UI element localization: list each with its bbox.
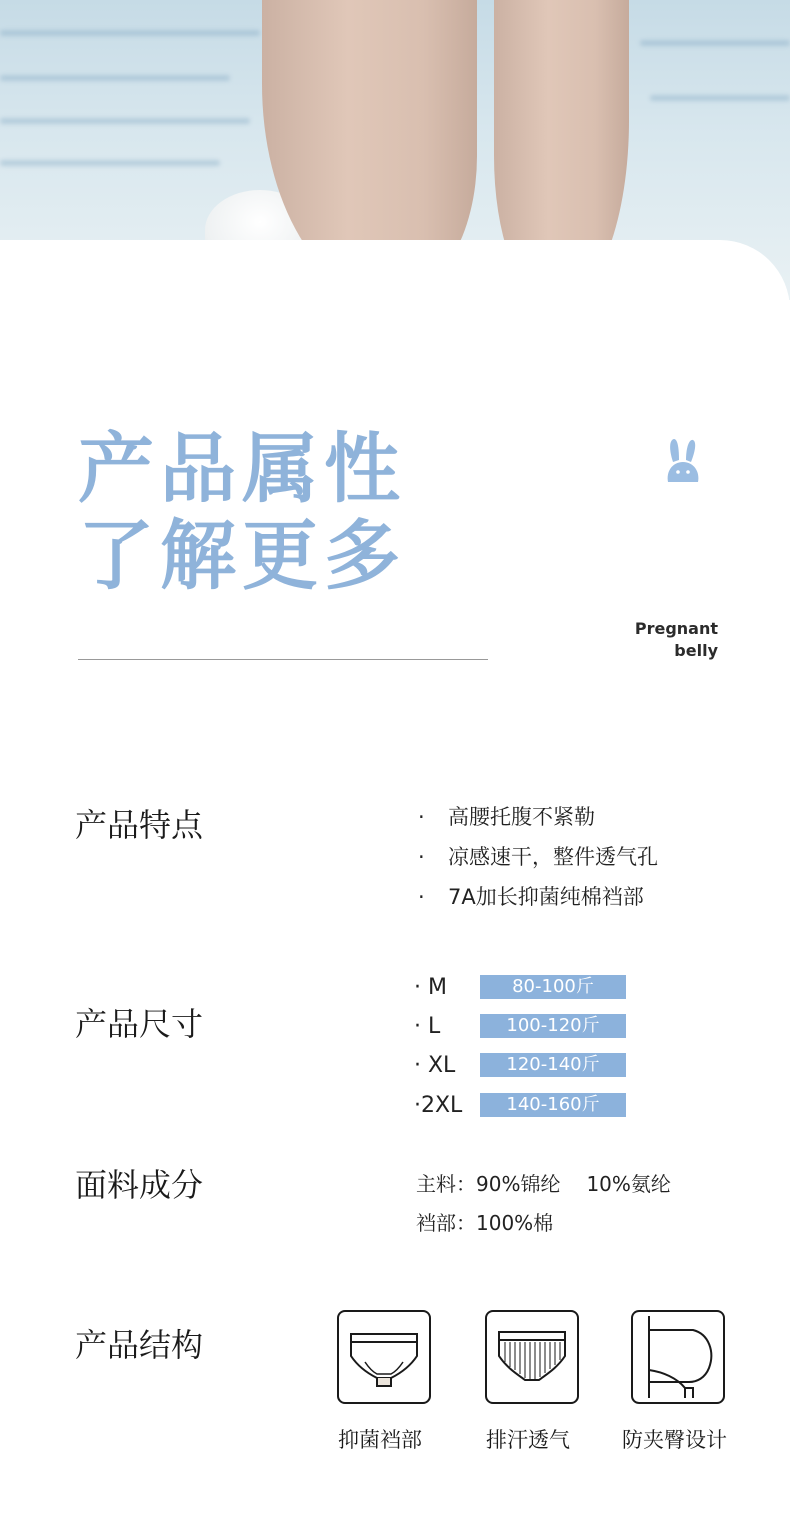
- size-name: · L: [414, 1014, 441, 1039]
- brief-crotch-icon: [337, 1310, 431, 1404]
- structure-item-label: 防夹臀设计: [622, 1428, 727, 1452]
- structure-label: 产品结构: [75, 1326, 204, 1364]
- size-name: ·2XL: [414, 1093, 463, 1118]
- water-ripple: [650, 95, 790, 101]
- size-weight-range: 80-100斤: [480, 975, 626, 999]
- sizes-label: 产品尺寸: [75, 1005, 204, 1043]
- title-line-1: 产品属性: [78, 424, 406, 513]
- size-weight-range: 100-120斤: [480, 1014, 626, 1038]
- fabric-main: [416, 1168, 671, 1197]
- bullet-dot: ·: [418, 805, 425, 829]
- structure-item-label: 排汗透气: [486, 1428, 570, 1452]
- water-ripple: [0, 160, 220, 166]
- size-name: · XL: [414, 1053, 456, 1078]
- feature-text: 7A加长抑菌纯棉裆部: [448, 885, 644, 909]
- brief-striped-icon: [485, 1310, 579, 1404]
- feature-item: [418, 881, 644, 911]
- feature-item: [418, 841, 658, 871]
- english-line-2: belly: [674, 641, 718, 660]
- water-ripple: [0, 75, 230, 81]
- fabric-crotch: 裆部：100%棉: [416, 1211, 554, 1235]
- bullet-dot: ·: [418, 845, 425, 869]
- english-subtitle: [635, 618, 718, 662]
- size-name: · M: [414, 975, 447, 1000]
- structure-item-label: 抑菌裆部: [338, 1428, 422, 1452]
- water-ripple: [640, 40, 790, 46]
- title-line-2: 了解更多: [78, 511, 406, 600]
- fabric-nylon: 90%锦纶: [476, 1172, 561, 1196]
- brief-side-icon: [631, 1310, 725, 1404]
- title-divider: [78, 659, 488, 660]
- english-line-1: Pregnant: [634, 619, 718, 638]
- feature-text: 凉感速干，整件透气孔: [448, 845, 658, 869]
- size-weight-range: 120-140斤: [480, 1053, 626, 1077]
- fabric-label: 面料成分: [75, 1166, 204, 1204]
- fabric-spandex: 10%氨纶: [586, 1172, 671, 1196]
- water-ripple: [0, 30, 260, 36]
- features-label: 产品特点: [75, 806, 204, 844]
- feature-text: 高腰托腹不紧勒: [448, 805, 595, 829]
- feature-item: [418, 801, 595, 831]
- bullet-dot: ·: [418, 885, 425, 909]
- size-weight-range: 140-160斤: [480, 1093, 626, 1117]
- water-ripple: [0, 118, 250, 124]
- bunny-icon: [664, 438, 702, 484]
- fabric-main-label: 主料：: [416, 1172, 476, 1196]
